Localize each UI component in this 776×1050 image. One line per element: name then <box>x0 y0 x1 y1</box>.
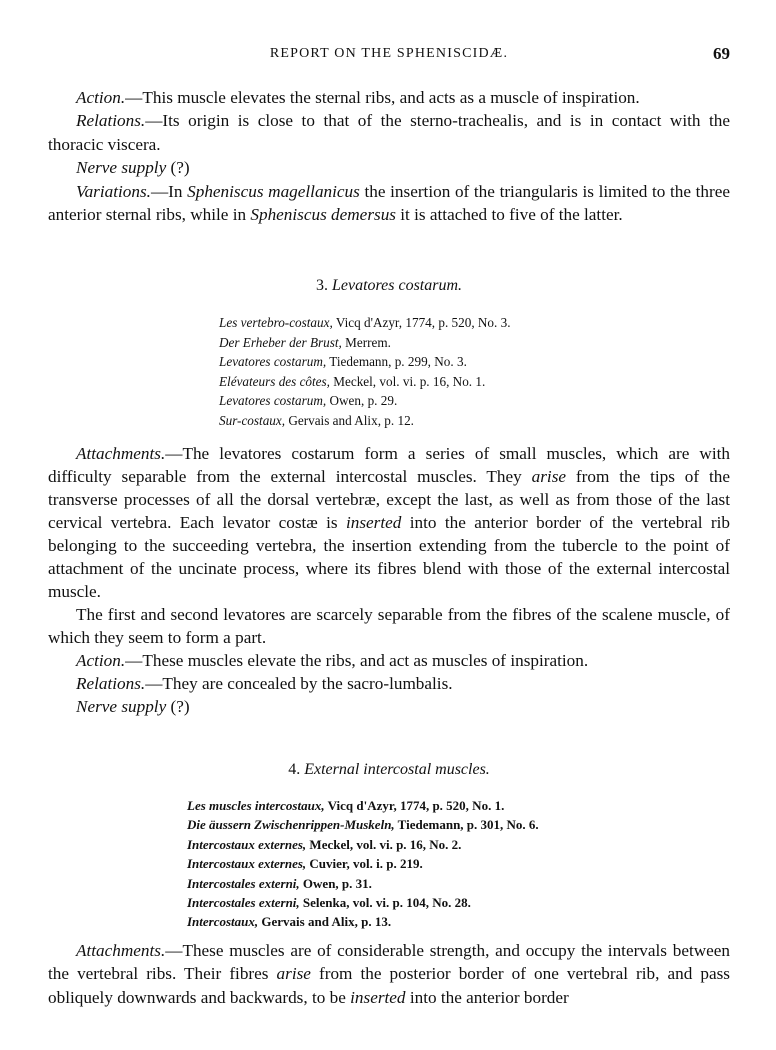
synonym-name: Der Erheber der Brust, <box>219 334 342 350</box>
action-label: Action. <box>76 88 126 107</box>
section-number: 3. <box>315 277 328 294</box>
section-title: External intercostal muscles. <box>304 761 490 778</box>
variations-text-1: —In <box>150 181 188 201</box>
nerve-supply-label: Nerve supply <box>76 697 167 716</box>
synonym-name: Intercostaux externes, <box>187 836 307 852</box>
synonym-name: Intercostaux externes, <box>187 856 307 872</box>
relations-text: —They are concealed by the sacro-lumbalis. <box>145 674 453 693</box>
synonym-reference: Merrem. <box>341 334 391 350</box>
attachments-text-1: —The levatores costarum form a series of small muscles, which are with difficulty separable from the external intercostal muscles. They <box>48 444 730 486</box>
action-label: Action. <box>76 651 126 670</box>
synonym-reference: Cuvier, vol. i. p. 219. <box>306 856 423 872</box>
attachments-text-2: from the posterior border of one vertebral rib, and pass obliquely downwards and backwards, to be <box>48 964 730 1007</box>
relations-paragraph <box>48 672 730 695</box>
page-number: 69 <box>713 44 730 63</box>
synonym-item <box>187 893 539 912</box>
synonym-reference: Tiedemann, p. 299, No. 3. <box>326 354 467 370</box>
relations-label: Relations. <box>76 111 146 131</box>
attachments-text-1: —These muscles are of considerable strength, and occupy the intervals between the vertebral ribs. Their fibres <box>48 941 730 984</box>
synonym-item <box>187 815 539 834</box>
synonym-reference: Owen, p. 31. <box>299 875 372 891</box>
synonym-name: Les muscles intercostaux, <box>187 798 325 813</box>
attachments-text-2: from the tips of the transverse processes of all the dorsal vertebræ, except the last, as well as from those of the last cervical vertebra. Each levator costæ is <box>48 467 730 532</box>
action-text: —These muscles elevate the ribs, and act as muscles of inspiration. <box>125 651 589 670</box>
emphasis-arise: arise <box>276 964 311 984</box>
species-name: Spheniscus magellanicus <box>187 181 360 201</box>
attachments-paragraph <box>48 442 730 603</box>
section-body <box>48 442 730 718</box>
synonym-name: Les vertebro-costaux, <box>219 315 333 330</box>
top-paragraphs <box>48 86 730 226</box>
synonym-reference: Gervais and Alix, p. 13. <box>258 914 392 930</box>
variations-paragraph <box>48 180 730 227</box>
synonym-reference: Meckel, vol. vi. p. 16, No. 2. <box>306 836 462 852</box>
attachments-text-3: into the anterior border <box>405 987 569 1007</box>
nerve-supply-paragraph <box>48 695 730 718</box>
synonym-name: Intercostales externi, <box>187 895 300 911</box>
emphasis-inserted: inserted <box>350 987 406 1007</box>
relations-paragraph <box>48 109 730 156</box>
synonym-reference: Vicq d'Azyr, 1774, p. 520, No. 1. <box>324 798 505 813</box>
synonym-name: Elévateurs des côtes, <box>219 373 330 389</box>
synonym-item <box>187 874 539 893</box>
nerve-supply-paragraph <box>48 156 730 179</box>
synonym-item <box>187 912 539 931</box>
synonym-reference: Gervais and Alix, p. 12. <box>285 412 414 428</box>
synonym-item <box>219 372 511 392</box>
section-heading <box>48 761 730 779</box>
action-paragraph <box>48 86 730 109</box>
synonym-item <box>187 854 539 873</box>
synonym-reference: Selenka, vol. vi. p. 104, No. 28. <box>299 895 471 911</box>
nerve-supply-text: (?) <box>166 158 190 178</box>
synonym-name: Levatores costarum, <box>219 354 327 370</box>
attachments-label: Attachments. <box>76 941 166 960</box>
section-body <box>48 939 730 1009</box>
synonym-name: Sur-costaux, <box>219 412 286 428</box>
synonym-reference: Vicq d'Azyr, 1774, p. 520, No. 3. <box>332 315 511 330</box>
emphasis-inserted: inserted <box>346 513 402 532</box>
synonym-name: Levatores costarum, <box>219 393 327 409</box>
scalene-paragraph: The first and second levatores are scarcely separable from the fibres of the scalene muscle, of which they seem to form a part. <box>48 605 730 647</box>
variations-label: Variations. <box>76 181 151 201</box>
running-head: REPORT ON THE SPHENISCIDÆ. <box>269 46 509 61</box>
synonym-item <box>219 411 511 431</box>
synonym-reference: Tiedemann, p. 301, No. 6. <box>394 817 539 833</box>
synonym-name: Intercostaux, <box>187 914 259 930</box>
synonym-name: Intercostales externi, <box>187 875 300 891</box>
attachments-text-3: into the anterior border of the vertebral rib belonging to the succeeding vertebra, the insertion extending from the tubercle to the point of attachment of the uncinate process, where its fibres blend with those of the external intercostal muscle. <box>48 513 730 601</box>
synonym-reference: Owen, p. 29. <box>326 393 398 409</box>
action-text: —This muscle elevates the sternal ribs, and acts as a muscle of inspiration. <box>125 88 640 107</box>
synonym-reference: Meckel, vol. vi. p. 16, No. 1. <box>329 373 486 389</box>
synonym-name: Die äussern Zwischenrippen-Muskeln, <box>187 817 395 833</box>
attachments-label: Attachments. <box>76 444 166 463</box>
synonymy-list <box>219 313 511 431</box>
synonymy-list <box>187 796 539 932</box>
relations-label: Relations. <box>76 674 146 693</box>
emphasis-arise: arise <box>531 467 567 486</box>
variations-text-3: it is attached to five of the latter. <box>395 205 623 225</box>
variations-text-2: the insertion of the triangularis is limited to the three anterior sternal ribs, while in <box>48 181 730 225</box>
attachments-paragraph <box>48 939 730 1009</box>
nerve-supply-text: (?) <box>166 697 190 716</box>
synonym-item <box>219 313 511 333</box>
synonym-item <box>219 333 511 353</box>
section-heading <box>48 277 730 295</box>
synonym-item <box>187 835 539 854</box>
synonym-item <box>219 352 511 372</box>
species-name: Spheniscus demersus <box>250 205 396 225</box>
action-paragraph <box>48 649 730 672</box>
synonym-item <box>187 796 539 815</box>
nerve-supply-label: Nerve supply <box>76 158 167 178</box>
synonym-item <box>219 391 511 411</box>
relations-text: —Its origin is close to that of the sterno-trachealis, and is in contact with the thoracic viscera. <box>48 111 730 154</box>
page-header <box>48 44 730 68</box>
section-number: 4. <box>288 761 301 778</box>
section-title: Levatores costarum. <box>331 277 463 294</box>
